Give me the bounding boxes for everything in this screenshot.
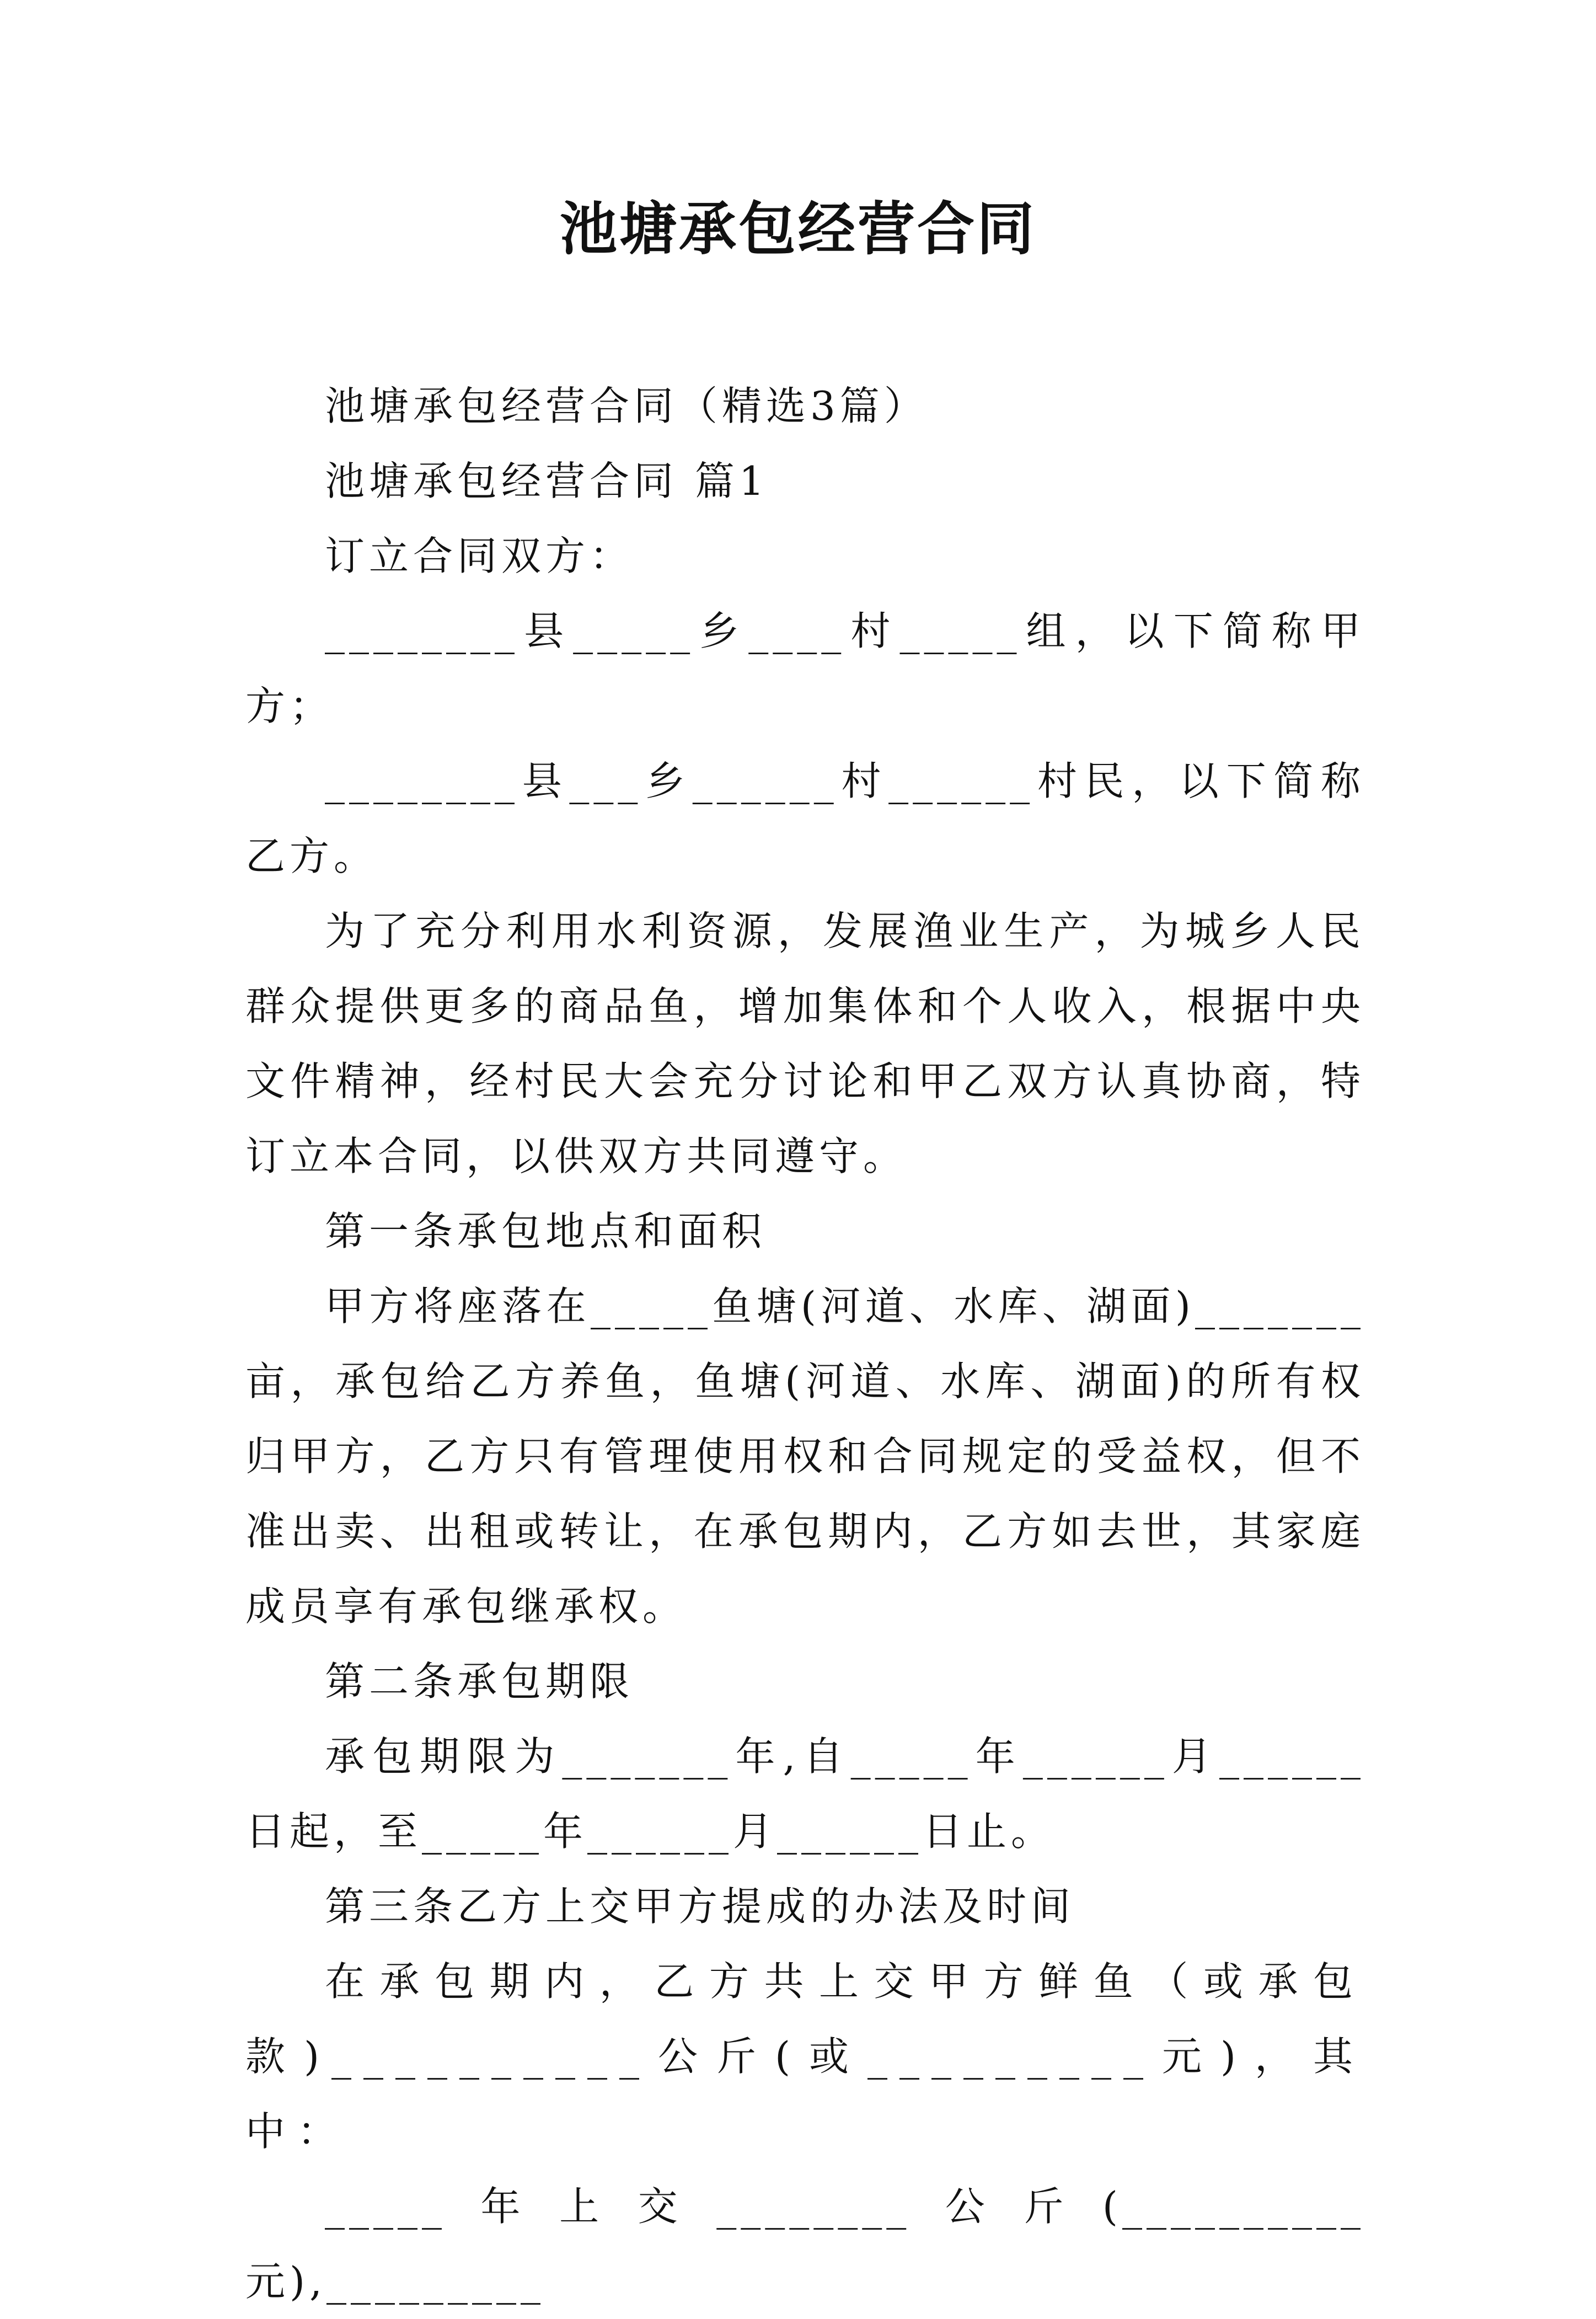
article-2-heading: 第二条承包期限: [325, 1658, 634, 1704]
parties-heading: 订立合同双方：: [325, 533, 634, 579]
subtitle-paragraph: 池塘承包经营合同（精选3篇）: [325, 383, 928, 429]
party-a-line: ________县_____乡____村_____组，以下简称甲方；: [245, 608, 1365, 729]
preamble-paragraph: 为了充分利用水利资源，发展渔业生产，为城乡人民群众提供更多的商品鱼，增加集体和个人收入，根据中央文件精神，经村民大会充分讨论和甲乙双方认真协商，特订立本合同，以供双方共同遵守。: [245, 908, 1365, 1179]
party-b-line: ________县___乡______村______村民，以下简称乙方。: [245, 758, 1365, 879]
article-2-body: 承包期限为_______年,自_____年______月______日起，至_____年______月______日止。: [245, 1733, 1365, 1855]
section-heading: 池塘承包经营合同 篇1: [325, 458, 769, 504]
article-3-heading: 第三条乙方上交甲方提成的办法及时间: [325, 1883, 1075, 1930]
document-title: 池塘承包经营合同: [559, 195, 1036, 263]
article-1-heading: 第一条承包地点和面积: [325, 1208, 767, 1254]
article-1-body: 甲方将座落在_____鱼塘(河道、水库、湖面)_______亩，承包给乙方养鱼，鱼塘(河道、水库、湖面)的所有权归甲方，乙方只有管理使用权和合同规定的受益权，但不准出卖、出租或转让，在承包期内，乙方如去世，其家庭成员享有承包继承权。: [245, 1283, 1365, 1629]
article-3-body: 在承包期内，乙方共上交甲方鲜鱼（或承包款)__________公斤(或_________元)，其中：: [245, 1958, 1365, 2155]
document-body: [245, 368, 1365, 2319]
article-3-schedule-line: _____年上交________公斤(__________元),_________: [245, 2183, 1365, 2305]
